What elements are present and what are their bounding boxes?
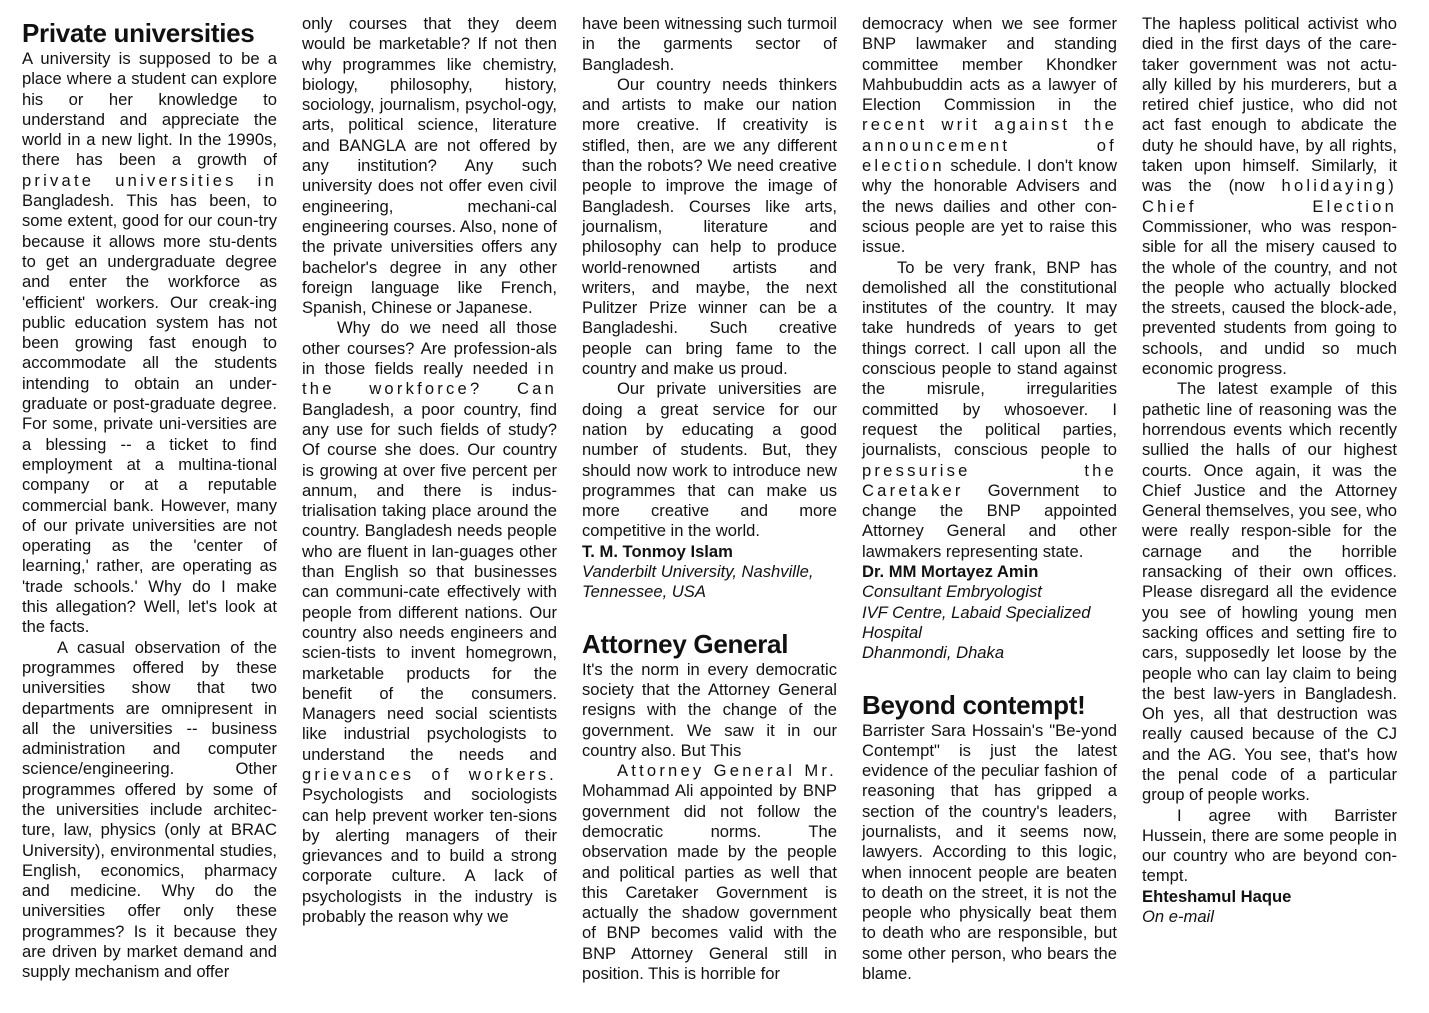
letter-title: Attorney General bbox=[582, 628, 789, 659]
letter-paragraph: I agree with Barrister Hussein, there are some people in our country who are beyond con-tempt. bbox=[1142, 805, 1397, 886]
letter-title: Beyond contempt! bbox=[862, 689, 1086, 720]
letter-paragraph: Why do we need all those other courses? Are profession-als in those fields really needed in the workforce? Can Bangladesh, a poor country, find any use for such fields of study? Of course she does. Our country is growing at over five percent per annum, and there is indus-trialisation taking place around the country. Bangladesh needs people who are fluent in lan-guages other than English so that businesses can communi-cate effectively with people from different nations. Our country also needs engineers and scien-tists to invent homegrown, marketable products for the benefit of the consumers. Managers need social scientists like industrial psychologists to understand the needs and grievances of workers. Psychologists and sociologists can help prevent worker ten-sions by alerting managers of their grievances and to build a strong corporate culture. A lack of psychologists in the industry is probably the reason why we bbox=[302, 318, 557, 927]
letter-paragraph: Our private universities are doing a great service for our nation by educating a good number of students. But, they should now work to introduce new programmes that can make us more creative and more competitive in the world. bbox=[582, 379, 837, 541]
letter-affiliation: Vanderbilt University, Nashville, Tennessee, USA bbox=[582, 562, 814, 602]
letter-affiliation: IVF Centre, Labaid Specialized Hospital bbox=[862, 602, 1091, 642]
column-2 bbox=[302, 14, 557, 927]
column-4 bbox=[862, 14, 1117, 984]
letter-paragraph: Attorney General Mr. Mohammad Ali appointed by BNP government did not follow the democratic norms. The observation made by the people and political parties as well that this Caretaker Government is actually the shadow government of BNP becomes valid with the BNP Attorney General still in position. This is horrible for bbox=[582, 761, 837, 984]
letter-paragraph: A casual observation of the programmes offered by these universities show that two departments are omnipresent in all the universities -- business administration and computer science/engineering. Other programmes offered by some of the universities include architec-ture, law, physics (only at BRAC University), environmental studies, English, economics, pharmacy and medicine. Why do the universities offer only these programmes? Is it because they are driven by market demand and supply mechanism and offer bbox=[22, 637, 277, 982]
column-3 bbox=[582, 14, 837, 984]
letter-author: T. M. Tonmoy Islam bbox=[582, 541, 733, 561]
column-1 bbox=[22, 14, 277, 983]
letter-paragraph: The latest example of this pathetic line of reasoning was the horrendous events which recently sullied the halls of our highest courts. Once again, it was the Chief Justice and the Attorney General themselves, you see, who were really respon-sible for the carnage and the horrible ransacking of their own offices. Please disregard all the evidence you see of howling young men sacking offices and setting fire to cars, supposedly let loose by the people who can lay claim to being the best law-yers in Bangladesh. Oh yes, all that destruction was really caused because of the CJ and the AG. You see, that's how the penal code of a particular group of people works. bbox=[1142, 379, 1397, 805]
letter-paragraph: Our country needs thinkers and artists to make our nation more creative. If creativity is stifled, then, are we any different than the robots? We need creative people to improve the image of Bangladesh. Courses like arts, journalism, literature and philosophy can help to produce world-renowned artists and writers, and maybe, the next Pulitzer Prize winner can be a Bangladeshi. Such creative people can bring fame to the country and make us proud. bbox=[582, 74, 837, 379]
letter-paragraph: It's the norm in every democratic society that the Attorney General resigns with the change of the government. We saw it in our country also. But This bbox=[582, 659, 837, 760]
letter-paragraph: Barrister Sara Hossain's "Be-yond Contempt" is just the latest evidence of the peculiar fashion of reasoning that has gripped a section of the country's leaders, journalists, and it seems now, lawyers. According to this logic, when innocent people are beaten to death on the street, it is not the people who physically beat them to death who are responsible, but some other person, who bears the blame. bbox=[862, 720, 1117, 984]
letter-paragraph: only courses that they deem would be marketable? If not then why programmes like chemistry, biology, philosophy, history, sociology, journalism, psychol-ogy, arts, political science, literature and BANGLA are not offered by any institution? Any such university does not offer even civil engineering, mechani-cal engineering courses. Also, none of the private universities offers any bachelor's degree in any other foreign language like French, Spanish, Chinese or Japanese. bbox=[302, 14, 557, 318]
letter-paragraph: democracy when we see former BNP lawmaker and standing committee member Khondker Mahbubuddin acts as a lawyer of Election Commission in the recent writ against the announcement of election schedule. I don't know why the honorable Advisers and the news dailies and other con-scious people are yet to raise this issue. bbox=[862, 14, 1117, 257]
letter-author: Ehteshamul Haque bbox=[1142, 886, 1292, 906]
text-line: A university is supposed to be a place where a student can explore his or her knowledge to understand and appreciate the world in a new light. In the 1990s, there has been a growth of bbox=[22, 49, 277, 170]
letter-paragraph: The hapless political activist who died in the first days of the care-taker government was not actu-ally killed by his murderers, but a retired chief justice, who did not act fast enough to abdicate the duty he should have, by all rights, taken upon himself. Similarly, it was the (now holidaying) Chief Election Commissioner, who was respon-sible for all the misery caused to the whole of the country, and not the people who actually blocked the streets, caused the block-ade, prevented students from going to schools, and undid so much economic progress. bbox=[1142, 14, 1397, 379]
text-line: Bangladesh. This has been, to some extent, good for our coun-try because it allows more stu-dents to get an undergraduate degree and enter the workforce as 'efficient' workers. Our creak-ing public education system has not been growing fast enough to accommodate all the students intending to obtain an under-graduate or post-graduate degree. For some, private uni-versities are a blessing -- a ticket to find employment at a multina-tional company or at a reputable commercial bank. However, many of our private universities are not operating as the 'center of learning,' rather, are operating as 'trade schools.' Why do I make this allegation? Well, let's look at the facts. bbox=[22, 191, 277, 637]
letter-paragraph: To be very frank, BNP has demolished all the constitutional institutes of the country. It may take hundreds of years to get things correct. I call upon all the conscious people to stand against the misrule, irregularities committed by whosoever. I request the political parties, journalists, conscious people to pressurise the Caretaker Government to change the BNP appointed Attorney General and other lawmakers representing state. bbox=[862, 257, 1117, 561]
letter-author: Dr. MM Mortayez Amin bbox=[862, 562, 1039, 582]
letter-title: Private universities bbox=[22, 18, 255, 48]
column-5 bbox=[1142, 14, 1397, 927]
text-line: private universities in bbox=[22, 170, 277, 190]
letter-paragraph bbox=[22, 49, 277, 638]
letter-affiliation: On e-mail bbox=[1142, 907, 1214, 927]
letter-paragraph: have been witnessing such turmoil in the garments sector of Bangladesh. bbox=[582, 14, 837, 74]
letter-affiliation: Consultant Embryologist bbox=[862, 582, 1042, 602]
letter-affiliation: Dhanmondi, Dhaka bbox=[862, 643, 1005, 663]
